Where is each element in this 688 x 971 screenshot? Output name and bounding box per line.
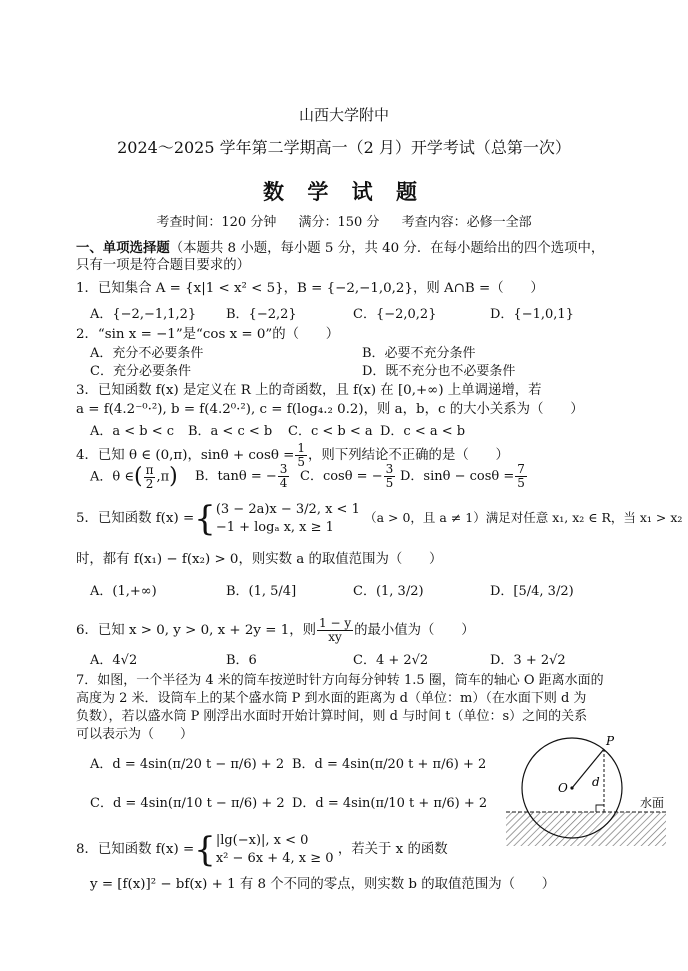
- q1-option-a: A．{−2,−1,1,2}: [90, 307, 197, 322]
- q7-option-b: B．d = 4sin(π/20 t + π/6) + 2: [292, 757, 487, 772]
- q1-option-c: C．{−2,0,2}: [353, 307, 437, 322]
- label-d: d: [592, 775, 600, 789]
- q1-option-b: B．{−2,2}: [226, 307, 297, 322]
- q5-option-d: D．[5/4, 3/2): [490, 584, 574, 599]
- q1-option-d: D．{−1,0,1}: [490, 307, 574, 322]
- subject-title: 数 学 试 题: [263, 180, 425, 204]
- q3-option-b: B．a < c < b: [188, 424, 273, 439]
- label-water: 水面: [640, 796, 665, 810]
- q4-option-b: B．tanθ = − $\frac{3}{4}$: [195, 462, 288, 490]
- exam-info: [0, 211, 688, 230]
- q7-stem-4: 可以表示为（ ）: [76, 727, 194, 742]
- q8-stem-b: y = [f(x)]² − bf(x) + 1 有 8 个不同的零点，则实数 b 的取值范围为（ ）: [90, 877, 556, 892]
- q4-option-c: C．cosθ = − $\frac{3}{5}$: [300, 462, 394, 490]
- exam-time: 考查时间：120 分钟: [156, 215, 277, 230]
- q4-stem: 4．已知 θ ∈ (0,π)，sinθ + cosθ = $\frac{1}{5}$ ，则下列结论不正确的是（ ）: [76, 441, 509, 469]
- exam-score: 满分：150 分: [298, 215, 380, 230]
- section-intro: 只有一项是符合题目要求的）: [76, 258, 251, 273]
- label-p: P: [606, 734, 615, 748]
- q3-option-c: C．c < b < a: [288, 424, 373, 439]
- water-wheel-figure: [500, 732, 680, 850]
- section-heading: 一、单项选择题（本题共 8 小题，每小题 5 分，共 40 分．在每小题给出的四个选项中，: [76, 241, 605, 256]
- q3-stem: 3．已知函数 f(x) 是定义在 R 上的奇函数，且 f(x) 在 [0,+∞) 上单调递增，若: [76, 383, 542, 398]
- q2-option-c: C．充分必要条件: [90, 364, 191, 379]
- q7-stem-2: 高度为 2 米．设筒车上的某个盛水筒 P 到水面的距离为 d（单位：m）（在水面下则 d 为: [76, 691, 587, 706]
- exam-scope: 考查内容：必修一全部: [401, 215, 532, 230]
- q4-fraction: $\frac{1}{5}$: [297, 441, 306, 469]
- q7-option-a: A．d = 4sin(π/20 t − π/6) + 2: [90, 757, 285, 772]
- q2-option-d: D．既不充分也不必要条件: [362, 364, 516, 379]
- q6-option-b: B．6: [226, 653, 257, 668]
- q6-option-c: C．4 + 2√2: [353, 653, 429, 668]
- q3-option-a: A．a < b < c: [90, 424, 175, 439]
- q2-stem: 2．“sin x = −1”是“cos x = 0”的（ ）: [76, 327, 340, 342]
- q4-option-d: D．sinθ − cosθ = $\frac{7}{5}$: [400, 462, 525, 490]
- water-region: [506, 812, 666, 846]
- school-name: 山西大学附中: [298, 106, 389, 124]
- q1-stem: 1．已知集合 A = {x|1 < x² < 5}，B = {−2,−1,0,2}，则 A∩B =（ ）: [76, 281, 544, 296]
- right-angle-mark: [596, 805, 604, 812]
- q4-option-a: A．θ ∈( $\frac{\pi}{2}$ ,π): [90, 462, 178, 491]
- q8-stem: 8．已知函数 f(x) ={ |lg(−x)|, x < 0 x² − 6x + 4, x ≥ 0 ，若关于 x 的函数: [76, 829, 448, 870]
- q2-option-a: A．充分不必要条件: [90, 346, 204, 361]
- q7-stem-3: 负数），若以盛水筒 P 刚浮出水面时开始计算时间，则 d 与时间 t（单位：s）之间的关系: [76, 709, 588, 724]
- q7-stem-1: 7．如图，一个半径为 4 米的筒车按逆时针方向每分钟转 1.5 圈，筒车的轴心 O 距离水面的: [76, 673, 604, 688]
- q6-option-d: D．3 + 2√2: [490, 653, 566, 668]
- q2-option-b: B．必要不充分条件: [362, 346, 476, 361]
- q5-option-c: C．(1, 3/2): [353, 584, 424, 599]
- q7-option-d: D．d = 4sin(π/10 t + π/6) + 2: [292, 796, 488, 811]
- q6-stem: 6．已知 x > 0, y > 0, x + 2y = 1，则 $\frac{1 - y}{xy}$ 的最小值为（ ）: [76, 616, 475, 644]
- q5-option-a: A．(1,+∞): [90, 584, 157, 599]
- label-o: O: [558, 781, 568, 795]
- q3-option-d: D．c < a < b: [380, 424, 466, 439]
- q6-option-a: A．4√2: [90, 653, 138, 668]
- q5-option-b: B．(1, 5/4]: [226, 584, 297, 599]
- q5-stem-b: 时，都有 f(x₁) − f(x₂) > 0，则实数 a 的取值范围为（ ）: [76, 552, 443, 567]
- q5-stem: 5．已知函数 f(x) ={ (3 − 2a)x − 3/2, x < 1 −1 + logₐ x, x ≥ 1 （a > 0，且 a ≠ 1）满足对任意 x₁, x₂ ∈ R，当 x₁ > x₂: [76, 498, 683, 539]
- q3-stem-b: a = f(4.2⁻⁰·²), b = f(4.2⁰·²), c = f(log₄.₂ 0.2)，则 a，b，c 的大小关系为（ ）: [76, 402, 584, 417]
- q6-fraction: $\frac{1 - y}{xy}$: [319, 616, 352, 644]
- exam-title: 2024～2025 学年第二学期高一（2 月）开学考试（总第一次）: [117, 138, 571, 157]
- q7-option-c: C．d = 4sin(π/10 t − π/6) + 2: [90, 796, 285, 811]
